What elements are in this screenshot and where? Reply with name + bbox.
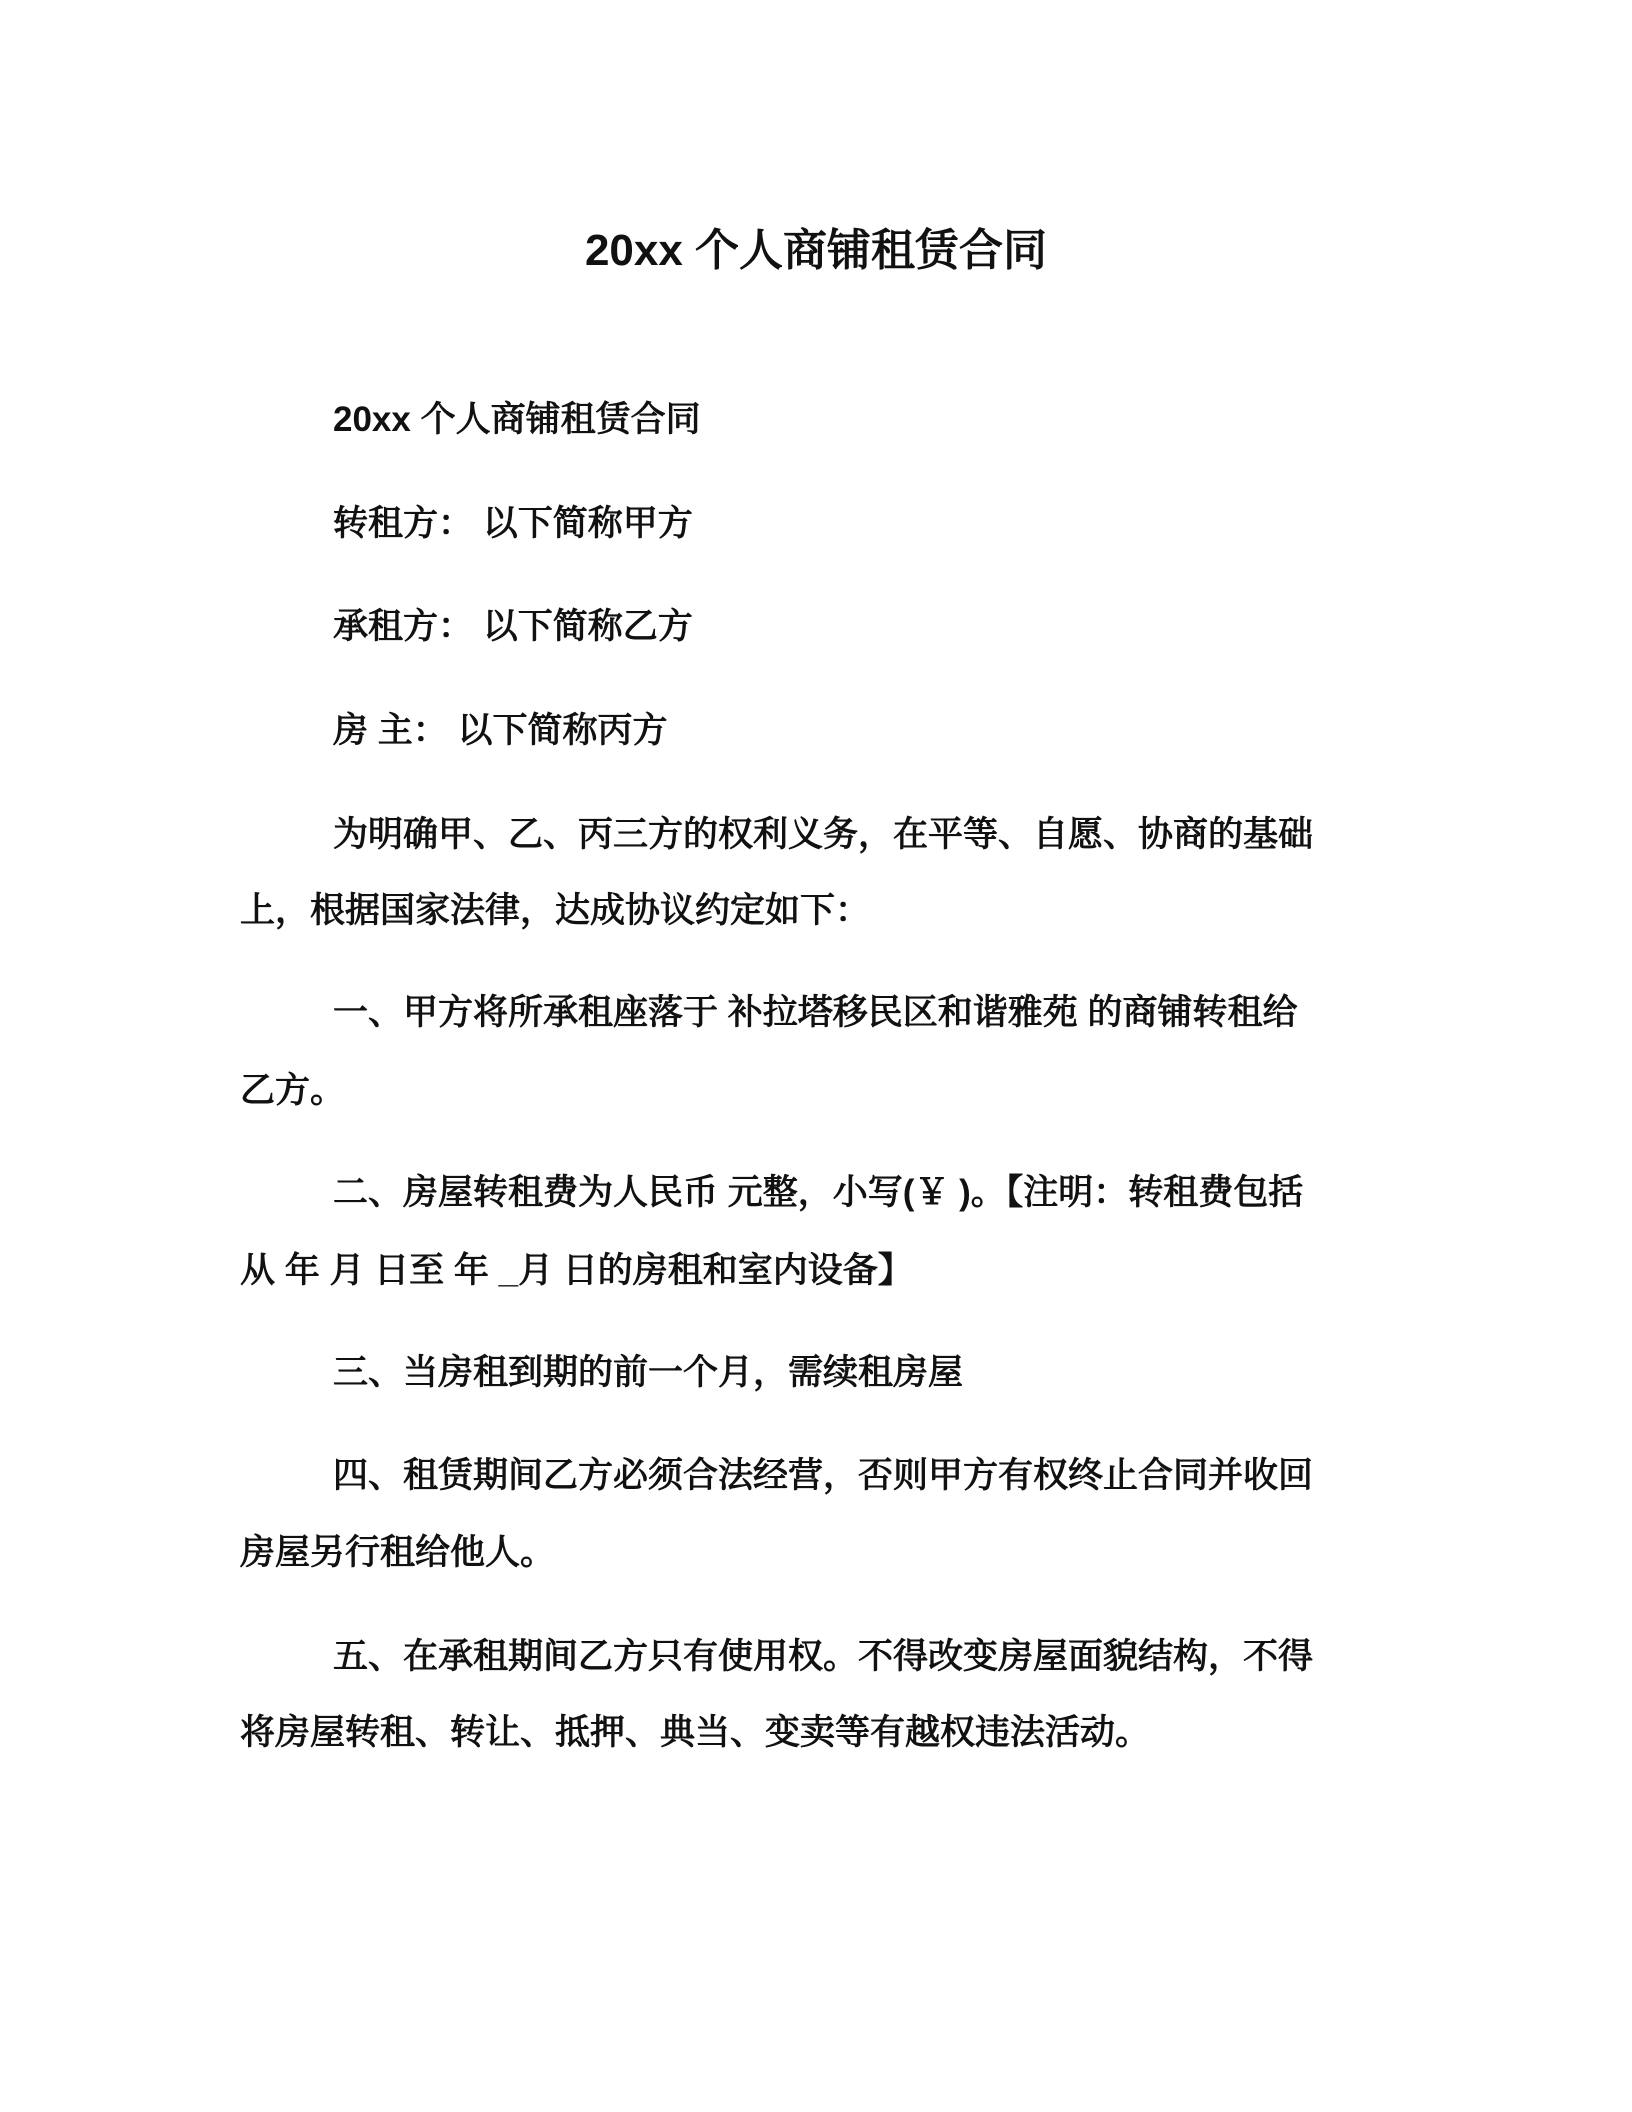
clause-4-line-2: 房屋另行租给他人。 — [240, 1533, 556, 1572]
preamble-line-1: 为明确甲、乙、丙三方的权利义务，在平等、自愿、协商的基础 — [333, 815, 1314, 854]
party-landlord: 房 主： 以下简称丙方 — [333, 711, 668, 750]
clause-2-line-1: 二、房屋转租费为人民币 元整，小写(￥ )。【注明：转租费包括 — [333, 1173, 1304, 1212]
clause-1-line-1: 一、甲方将所承租座落于 补拉塔移民区和谐雅苑 的商铺转租给 — [333, 993, 1298, 1032]
preamble-line-2: 上，根据国家法律，达成协议约定如下： — [240, 891, 871, 930]
party-sublessor: 转租方： 以下简称甲方 — [333, 504, 693, 543]
clause-4-line-1: 四、租赁期间乙方必须合法经营，否则甲方有权终止合同并收回 — [333, 1456, 1314, 1495]
clause-2-line-2: 从 年 月 日至 年 _月 日的房租和室内设备】 — [240, 1251, 913, 1290]
clause-1-line-2: 乙方。 — [240, 1071, 346, 1110]
clause-5-line-1: 五、在承租期间乙方只有使用权。不得改变房屋面貌结构，不得 — [333, 1637, 1314, 1676]
document-title: 20xx 个人商铺租赁合同 — [584, 226, 1048, 275]
subtitle: 20xx 个人商铺租赁合同 — [333, 400, 701, 439]
party-lessee: 承租方： 以下简称乙方 — [333, 607, 693, 646]
clause-5-line-2: 将房屋转租、转让、抵押、典当、变卖等有越权违法活动。 — [240, 1713, 1151, 1752]
clause-3: 三、当房租到期的前一个月，需续租房屋 — [333, 1353, 964, 1392]
